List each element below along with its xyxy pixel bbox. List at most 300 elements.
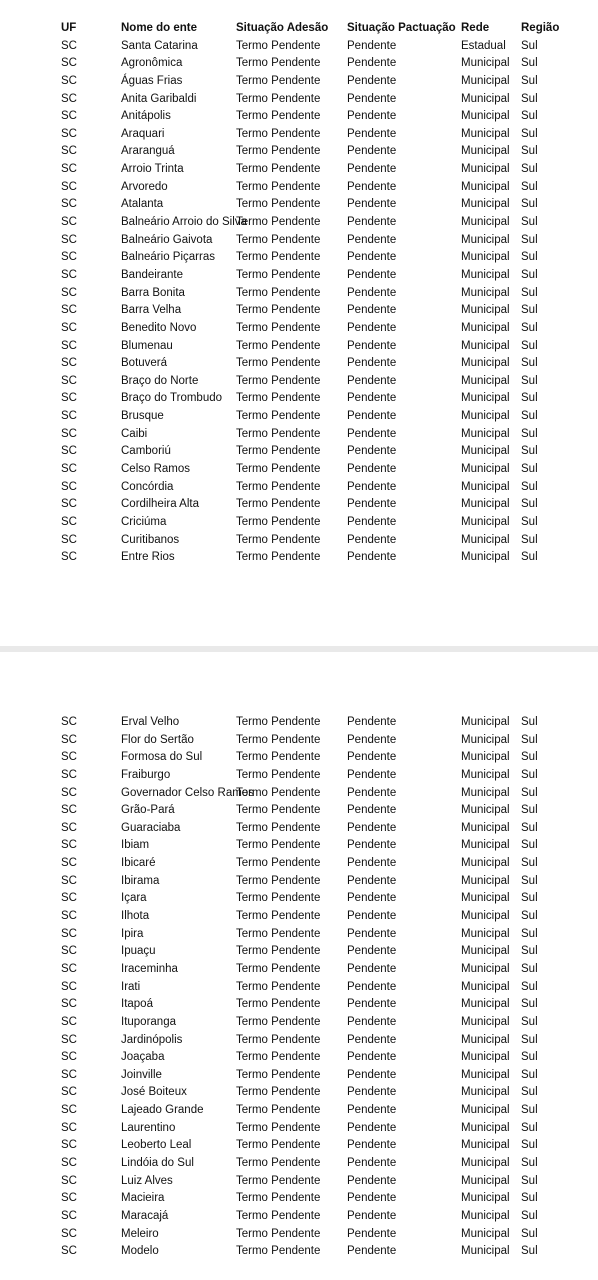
cell-pactuacao: Pendente — [347, 1192, 397, 1205]
cell-pactuacao: Pendente — [347, 92, 397, 105]
cell-pactuacao: Pendente — [347, 1227, 397, 1240]
cell-uf: SC — [61, 339, 77, 352]
cell-uf: SC — [61, 1121, 77, 1134]
cell-rede: Municipal — [461, 874, 510, 887]
cell-uf: SC — [61, 751, 77, 764]
cell-pactuacao: Pendente — [347, 357, 397, 370]
cell-regiao: Sul — [521, 980, 538, 993]
cell-uf: SC — [61, 768, 77, 781]
cell-nome: Ipira — [121, 927, 144, 940]
table-page-1 — [0, 20, 598, 567]
cell-regiao: Sul — [521, 1139, 538, 1152]
cell-nome: Lajeado Grande — [121, 1104, 204, 1117]
cell-uf: SC — [61, 515, 77, 528]
cell-rede: Municipal — [461, 304, 510, 317]
table-row — [0, 496, 598, 514]
cell-nome: Meleiro — [121, 1227, 159, 1240]
cell-rede: Municipal — [461, 198, 510, 211]
cell-nome: José Boiteux — [121, 1086, 187, 1099]
table-row — [0, 514, 598, 532]
table-row — [0, 908, 598, 926]
table-row — [0, 320, 598, 338]
table-row — [0, 996, 598, 1014]
cell-regiao: Sul — [521, 180, 538, 193]
cell-nome: Araranguá — [121, 145, 175, 158]
cell-pactuacao: Pendente — [347, 551, 397, 564]
cell-rede: Municipal — [461, 480, 510, 493]
cell-adesao: Termo Pendente — [236, 198, 321, 211]
cell-nome: Laurentino — [121, 1121, 176, 1134]
cell-regiao: Sul — [521, 1104, 538, 1117]
cell-regiao: Sul — [521, 1227, 538, 1240]
cell-nome: Lindóia do Sul — [121, 1157, 194, 1170]
cell-adesao: Termo Pendente — [236, 110, 321, 123]
cell-regiao: Sul — [521, 874, 538, 887]
cell-pactuacao: Pendente — [347, 733, 397, 746]
cell-rede: Municipal — [461, 445, 510, 458]
cell-rede: Municipal — [461, 945, 510, 958]
cell-pactuacao: Pendente — [347, 392, 397, 405]
cell-regiao: Sul — [521, 751, 538, 764]
table-row — [0, 1084, 598, 1102]
cell-nome: Formosa do Sul — [121, 751, 203, 764]
cell-regiao: Sul — [521, 445, 538, 458]
table-row — [0, 355, 598, 373]
table-row — [0, 890, 598, 908]
cell-nome: Flor do Sertão — [121, 733, 194, 746]
cell-rede: Municipal — [461, 962, 510, 975]
cell-nome: Guaraciaba — [121, 821, 181, 834]
cell-adesao: Termo Pendente — [236, 1015, 321, 1028]
table-header-row — [0, 20, 598, 38]
cell-uf: SC — [61, 286, 77, 299]
cell-adesao: Termo Pendente — [236, 427, 321, 440]
cell-regiao: Sul — [521, 268, 538, 281]
table-row — [0, 532, 598, 550]
table-row — [0, 196, 598, 214]
cell-adesao: Termo Pendente — [236, 392, 321, 405]
cell-adesao: Termo Pendente — [236, 233, 321, 246]
table-row — [0, 820, 598, 838]
table-row — [0, 161, 598, 179]
cell-uf: SC — [61, 268, 77, 281]
cell-pactuacao: Pendente — [347, 427, 397, 440]
cell-adesao: Termo Pendente — [236, 821, 321, 834]
cell-uf: SC — [61, 551, 77, 564]
cell-adesao: Termo Pendente — [236, 980, 321, 993]
header-nome: Nome do ente — [121, 22, 198, 34]
cell-adesao: Termo Pendente — [236, 962, 321, 975]
cell-pactuacao: Pendente — [347, 163, 397, 176]
cell-rede: Municipal — [461, 1086, 510, 1099]
cell-rede: Municipal — [461, 1245, 510, 1258]
table-row — [0, 767, 598, 785]
cell-rede: Municipal — [461, 251, 510, 264]
table-row — [0, 214, 598, 232]
cell-pactuacao: Pendente — [347, 110, 397, 123]
cell-rede: Municipal — [461, 998, 510, 1011]
cell-nome: Braço do Trombudo — [121, 392, 223, 405]
cell-regiao: Sul — [521, 910, 538, 923]
cell-adesao: Termo Pendente — [236, 180, 321, 193]
cell-uf: SC — [61, 163, 77, 176]
cell-uf: SC — [61, 1104, 77, 1117]
cell-rede: Municipal — [461, 1033, 510, 1046]
cell-rede: Municipal — [461, 498, 510, 511]
cell-nome: Brusque — [121, 410, 164, 423]
cell-adesao: Termo Pendente — [236, 163, 321, 176]
cell-adesao: Termo Pendente — [236, 74, 321, 87]
cell-regiao: Sul — [521, 233, 538, 246]
cell-regiao: Sul — [521, 145, 538, 158]
header-adesao: Situação Adesão — [236, 22, 329, 34]
cell-pactuacao: Pendente — [347, 1121, 397, 1134]
cell-adesao: Termo Pendente — [236, 1104, 321, 1117]
cell-uf: SC — [61, 463, 77, 476]
cell-rede: Municipal — [461, 927, 510, 940]
cell-regiao: Sul — [521, 533, 538, 546]
table-row — [0, 855, 598, 873]
cell-adesao: Termo Pendente — [236, 551, 321, 564]
cell-rede: Municipal — [461, 839, 510, 852]
table-row — [0, 873, 598, 891]
cell-uf: SC — [61, 1068, 77, 1081]
cell-uf: SC — [61, 445, 77, 458]
cell-uf: SC — [61, 74, 77, 87]
cell-adesao: Termo Pendente — [236, 998, 321, 1011]
cell-uf: SC — [61, 198, 77, 211]
cell-uf: SC — [61, 533, 77, 546]
cell-adesao: Termo Pendente — [236, 1051, 321, 1064]
table-row — [0, 143, 598, 161]
cell-pactuacao: Pendente — [347, 268, 397, 281]
cell-pactuacao: Pendente — [347, 1209, 397, 1222]
cell-pactuacao: Pendente — [347, 1015, 397, 1028]
cell-adesao: Termo Pendente — [236, 286, 321, 299]
cell-pactuacao: Pendente — [347, 1174, 397, 1187]
cell-regiao: Sul — [521, 998, 538, 1011]
cell-adesao: Termo Pendente — [236, 1174, 321, 1187]
cell-uf: SC — [61, 892, 77, 905]
cell-regiao: Sul — [521, 892, 538, 905]
cell-pactuacao: Pendente — [347, 1068, 397, 1081]
cell-pactuacao: Pendente — [347, 892, 397, 905]
cell-nome: Içara — [121, 892, 147, 905]
cell-regiao: Sul — [521, 1174, 538, 1187]
cell-pactuacao: Pendente — [347, 1104, 397, 1117]
cell-nome: Ipuaçu — [121, 945, 156, 958]
cell-adesao: Termo Pendente — [236, 39, 321, 52]
cell-nome: Arvoredo — [121, 180, 168, 193]
table-row — [0, 1190, 598, 1208]
cell-regiao: Sul — [521, 515, 538, 528]
cell-adesao: Termo Pendente — [236, 533, 321, 546]
cell-rede: Municipal — [461, 980, 510, 993]
cell-nome: Celso Ramos — [121, 463, 191, 476]
cell-uf: SC — [61, 927, 77, 940]
cell-pactuacao: Pendente — [347, 1086, 397, 1099]
cell-adesao: Termo Pendente — [236, 1245, 321, 1258]
cell-regiao: Sul — [521, 57, 538, 70]
cell-adesao: Termo Pendente — [236, 1157, 321, 1170]
cell-adesao: Termo Pendente — [236, 216, 321, 229]
cell-nome: Maracajá — [121, 1209, 169, 1222]
cell-pactuacao: Pendente — [347, 786, 397, 799]
cell-pactuacao: Pendente — [347, 1139, 397, 1152]
cell-pactuacao: Pendente — [347, 374, 397, 387]
cell-uf: SC — [61, 1227, 77, 1240]
cell-nome: Concórdia — [121, 480, 174, 493]
cell-nome: Modelo — [121, 1245, 159, 1258]
cell-pactuacao: Pendente — [347, 839, 397, 852]
cell-nome: Bandeirante — [121, 268, 184, 281]
cell-nome: Macieira — [121, 1192, 165, 1205]
cell-uf: SC — [61, 1139, 77, 1152]
table-row — [0, 426, 598, 444]
cell-adesao: Termo Pendente — [236, 733, 321, 746]
cell-regiao: Sul — [521, 962, 538, 975]
cell-uf: SC — [61, 233, 77, 246]
cell-uf: SC — [61, 804, 77, 817]
cell-uf: SC — [61, 39, 77, 52]
table-row — [0, 549, 598, 567]
cell-nome: Ituporanga — [121, 1015, 176, 1028]
cell-regiao: Sul — [521, 127, 538, 140]
cell-rede: Municipal — [461, 1104, 510, 1117]
cell-adesao: Termo Pendente — [236, 874, 321, 887]
cell-regiao: Sul — [521, 1245, 538, 1258]
cell-rede: Municipal — [461, 427, 510, 440]
cell-pactuacao: Pendente — [347, 480, 397, 493]
cell-regiao: Sul — [521, 804, 538, 817]
cell-uf: SC — [61, 304, 77, 317]
table-row — [0, 55, 598, 73]
cell-regiao: Sul — [521, 286, 538, 299]
cell-uf: SC — [61, 1192, 77, 1205]
cell-pactuacao: Pendente — [347, 74, 397, 87]
table-row — [0, 338, 598, 356]
cell-rede: Municipal — [461, 233, 510, 246]
cell-adesao: Termo Pendente — [236, 339, 321, 352]
cell-adesao: Termo Pendente — [236, 92, 321, 105]
cell-pactuacao: Pendente — [347, 216, 397, 229]
cell-rede: Municipal — [461, 716, 510, 728]
cell-rede: Municipal — [461, 1015, 510, 1028]
table-row — [0, 38, 598, 56]
cell-pactuacao: Pendente — [347, 751, 397, 764]
cell-rede: Municipal — [461, 216, 510, 229]
cell-uf: SC — [61, 716, 77, 728]
cell-pactuacao: Pendente — [347, 1157, 397, 1170]
cell-adesao: Termo Pendente — [236, 304, 321, 317]
cell-adesao: Termo Pendente — [236, 839, 321, 852]
cell-nome: Itapoá — [121, 998, 153, 1011]
cell-nome: Jardinópolis — [121, 1033, 183, 1046]
cell-pactuacao: Pendente — [347, 180, 397, 193]
cell-pactuacao: Pendente — [347, 251, 397, 264]
cell-adesao: Termo Pendente — [236, 1121, 321, 1134]
cell-rede: Municipal — [461, 786, 510, 799]
header-regiao: Região — [521, 22, 560, 34]
cell-adesao: Termo Pendente — [236, 768, 321, 781]
cell-nome: Camboriú — [121, 445, 171, 458]
cell-nome: Ilhota — [121, 910, 150, 923]
cell-adesao: Termo Pendente — [236, 1086, 321, 1099]
cell-regiao: Sul — [521, 339, 538, 352]
cell-uf: SC — [61, 321, 77, 334]
table-row — [0, 408, 598, 426]
cell-rede: Municipal — [461, 804, 510, 817]
cell-adesao: Termo Pendente — [236, 751, 321, 764]
cell-adesao: Termo Pendente — [236, 1192, 321, 1205]
cell-nome: Irati — [121, 980, 141, 993]
cell-regiao: Sul — [521, 786, 538, 799]
cell-rede: Municipal — [461, 910, 510, 923]
cell-uf: SC — [61, 92, 77, 105]
cell-uf: SC — [61, 216, 77, 229]
table-row — [0, 1032, 598, 1050]
table-row — [0, 714, 598, 732]
cell-pactuacao: Pendente — [347, 768, 397, 781]
cell-nome: Grão-Pará — [121, 804, 175, 817]
cell-regiao: Sul — [521, 198, 538, 211]
cell-pactuacao: Pendente — [347, 286, 397, 299]
cell-uf: SC — [61, 1051, 77, 1064]
cell-nome: Balneário Piçarras — [121, 251, 215, 264]
cell-nome: Erval Velho — [121, 716, 180, 728]
cell-uf: SC — [61, 980, 77, 993]
cell-nome: Santa Catarina — [121, 39, 198, 52]
cell-pactuacao: Pendente — [347, 39, 397, 52]
cell-nome: Botuverá — [121, 357, 168, 370]
cell-rede: Municipal — [461, 92, 510, 105]
cell-pactuacao: Pendente — [347, 533, 397, 546]
table-row — [0, 1102, 598, 1120]
cell-uf: SC — [61, 1157, 77, 1170]
cell-uf: SC — [61, 874, 77, 887]
table-row — [0, 1208, 598, 1226]
cell-regiao: Sul — [521, 821, 538, 834]
cell-nome: Caibi — [121, 427, 148, 440]
cell-nome: Benedito Novo — [121, 321, 197, 334]
cell-nome: Barra Bonita — [121, 286, 185, 299]
cell-rede: Estadual — [461, 39, 506, 52]
cell-adesao: Termo Pendente — [236, 498, 321, 511]
table-row — [0, 302, 598, 320]
cell-nome: Fraiburgo — [121, 768, 171, 781]
cell-rede: Municipal — [461, 857, 510, 870]
table-row — [0, 732, 598, 750]
cell-pactuacao: Pendente — [347, 445, 397, 458]
cell-nome: Leoberto Leal — [121, 1139, 192, 1152]
cell-adesao: Termo Pendente — [236, 127, 321, 140]
table-row — [0, 373, 598, 391]
cell-rede: Municipal — [461, 1227, 510, 1240]
cell-nome: Ibicaré — [121, 857, 156, 870]
cell-uf: SC — [61, 127, 77, 140]
header-rede: Rede — [461, 22, 490, 34]
table-row — [0, 837, 598, 855]
table-row — [0, 1067, 598, 1085]
cell-pactuacao: Pendente — [347, 857, 397, 870]
cell-adesao: Termo Pendente — [236, 463, 321, 476]
cell-regiao: Sul — [521, 321, 538, 334]
cell-nome: Balneário Gaivota — [121, 233, 213, 246]
cell-uf: SC — [61, 410, 77, 423]
cell-adesao: Termo Pendente — [236, 374, 321, 387]
cell-regiao: Sul — [521, 1051, 538, 1064]
cell-rede: Municipal — [461, 1174, 510, 1187]
cell-rede: Municipal — [461, 1121, 510, 1134]
cell-uf: SC — [61, 145, 77, 158]
cell-nome: Anitápolis — [121, 110, 171, 123]
cell-rede: Municipal — [461, 357, 510, 370]
cell-uf: SC — [61, 1245, 77, 1258]
cell-uf: SC — [61, 374, 77, 387]
table-row — [0, 802, 598, 820]
cell-regiao: Sul — [521, 1121, 538, 1134]
table-row — [0, 91, 598, 109]
cell-rede: Municipal — [461, 733, 510, 746]
cell-rede: Municipal — [461, 515, 510, 528]
cell-regiao: Sul — [521, 163, 538, 176]
cell-regiao: Sul — [521, 839, 538, 852]
cell-adesao: Termo Pendente — [236, 892, 321, 905]
cell-regiao: Sul — [521, 716, 538, 728]
cell-adesao: Termo Pendente — [236, 321, 321, 334]
cell-pactuacao: Pendente — [347, 804, 397, 817]
cell-pactuacao: Pendente — [347, 945, 397, 958]
cell-pactuacao: Pendente — [347, 127, 397, 140]
header-uf: UF — [61, 22, 77, 34]
cell-pactuacao: Pendente — [347, 910, 397, 923]
cell-nome: Cordilheira Alta — [121, 498, 199, 511]
table-row — [0, 443, 598, 461]
cell-nome: Atalanta — [121, 198, 164, 211]
table-row — [0, 1014, 598, 1032]
cell-rede: Municipal — [461, 1209, 510, 1222]
cell-regiao: Sul — [521, 733, 538, 746]
cell-nome: Joinville — [121, 1068, 162, 1081]
cell-pactuacao: Pendente — [347, 980, 397, 993]
cell-uf: SC — [61, 1033, 77, 1046]
cell-nome: Iraceminha — [121, 962, 178, 975]
cell-nome: Barra Velha — [121, 304, 182, 317]
table-row — [0, 179, 598, 197]
cell-adesao: Termo Pendente — [236, 1033, 321, 1046]
cell-regiao: Sul — [521, 427, 538, 440]
cell-nome: Luiz Alves — [121, 1174, 173, 1187]
cell-adesao: Termo Pendente — [236, 357, 321, 370]
cell-regiao: Sul — [521, 1157, 538, 1170]
cell-rede: Municipal — [461, 892, 510, 905]
table-row — [0, 73, 598, 91]
cell-regiao: Sul — [521, 1068, 538, 1081]
cell-pactuacao: Pendente — [347, 339, 397, 352]
cell-regiao: Sul — [521, 74, 538, 87]
cell-pactuacao: Pendente — [347, 1245, 397, 1258]
cell-adesao: Termo Pendente — [236, 410, 321, 423]
cell-regiao: Sul — [521, 392, 538, 405]
cell-rede: Municipal — [461, 74, 510, 87]
table-row — [0, 1226, 598, 1244]
cell-adesao: Termo Pendente — [236, 515, 321, 528]
cell-pactuacao: Pendente — [347, 1033, 397, 1046]
cell-adesao: Termo Pendente — [236, 1209, 321, 1222]
cell-rede: Municipal — [461, 1051, 510, 1064]
cell-pactuacao: Pendente — [347, 927, 397, 940]
cell-rede: Municipal — [461, 1139, 510, 1152]
